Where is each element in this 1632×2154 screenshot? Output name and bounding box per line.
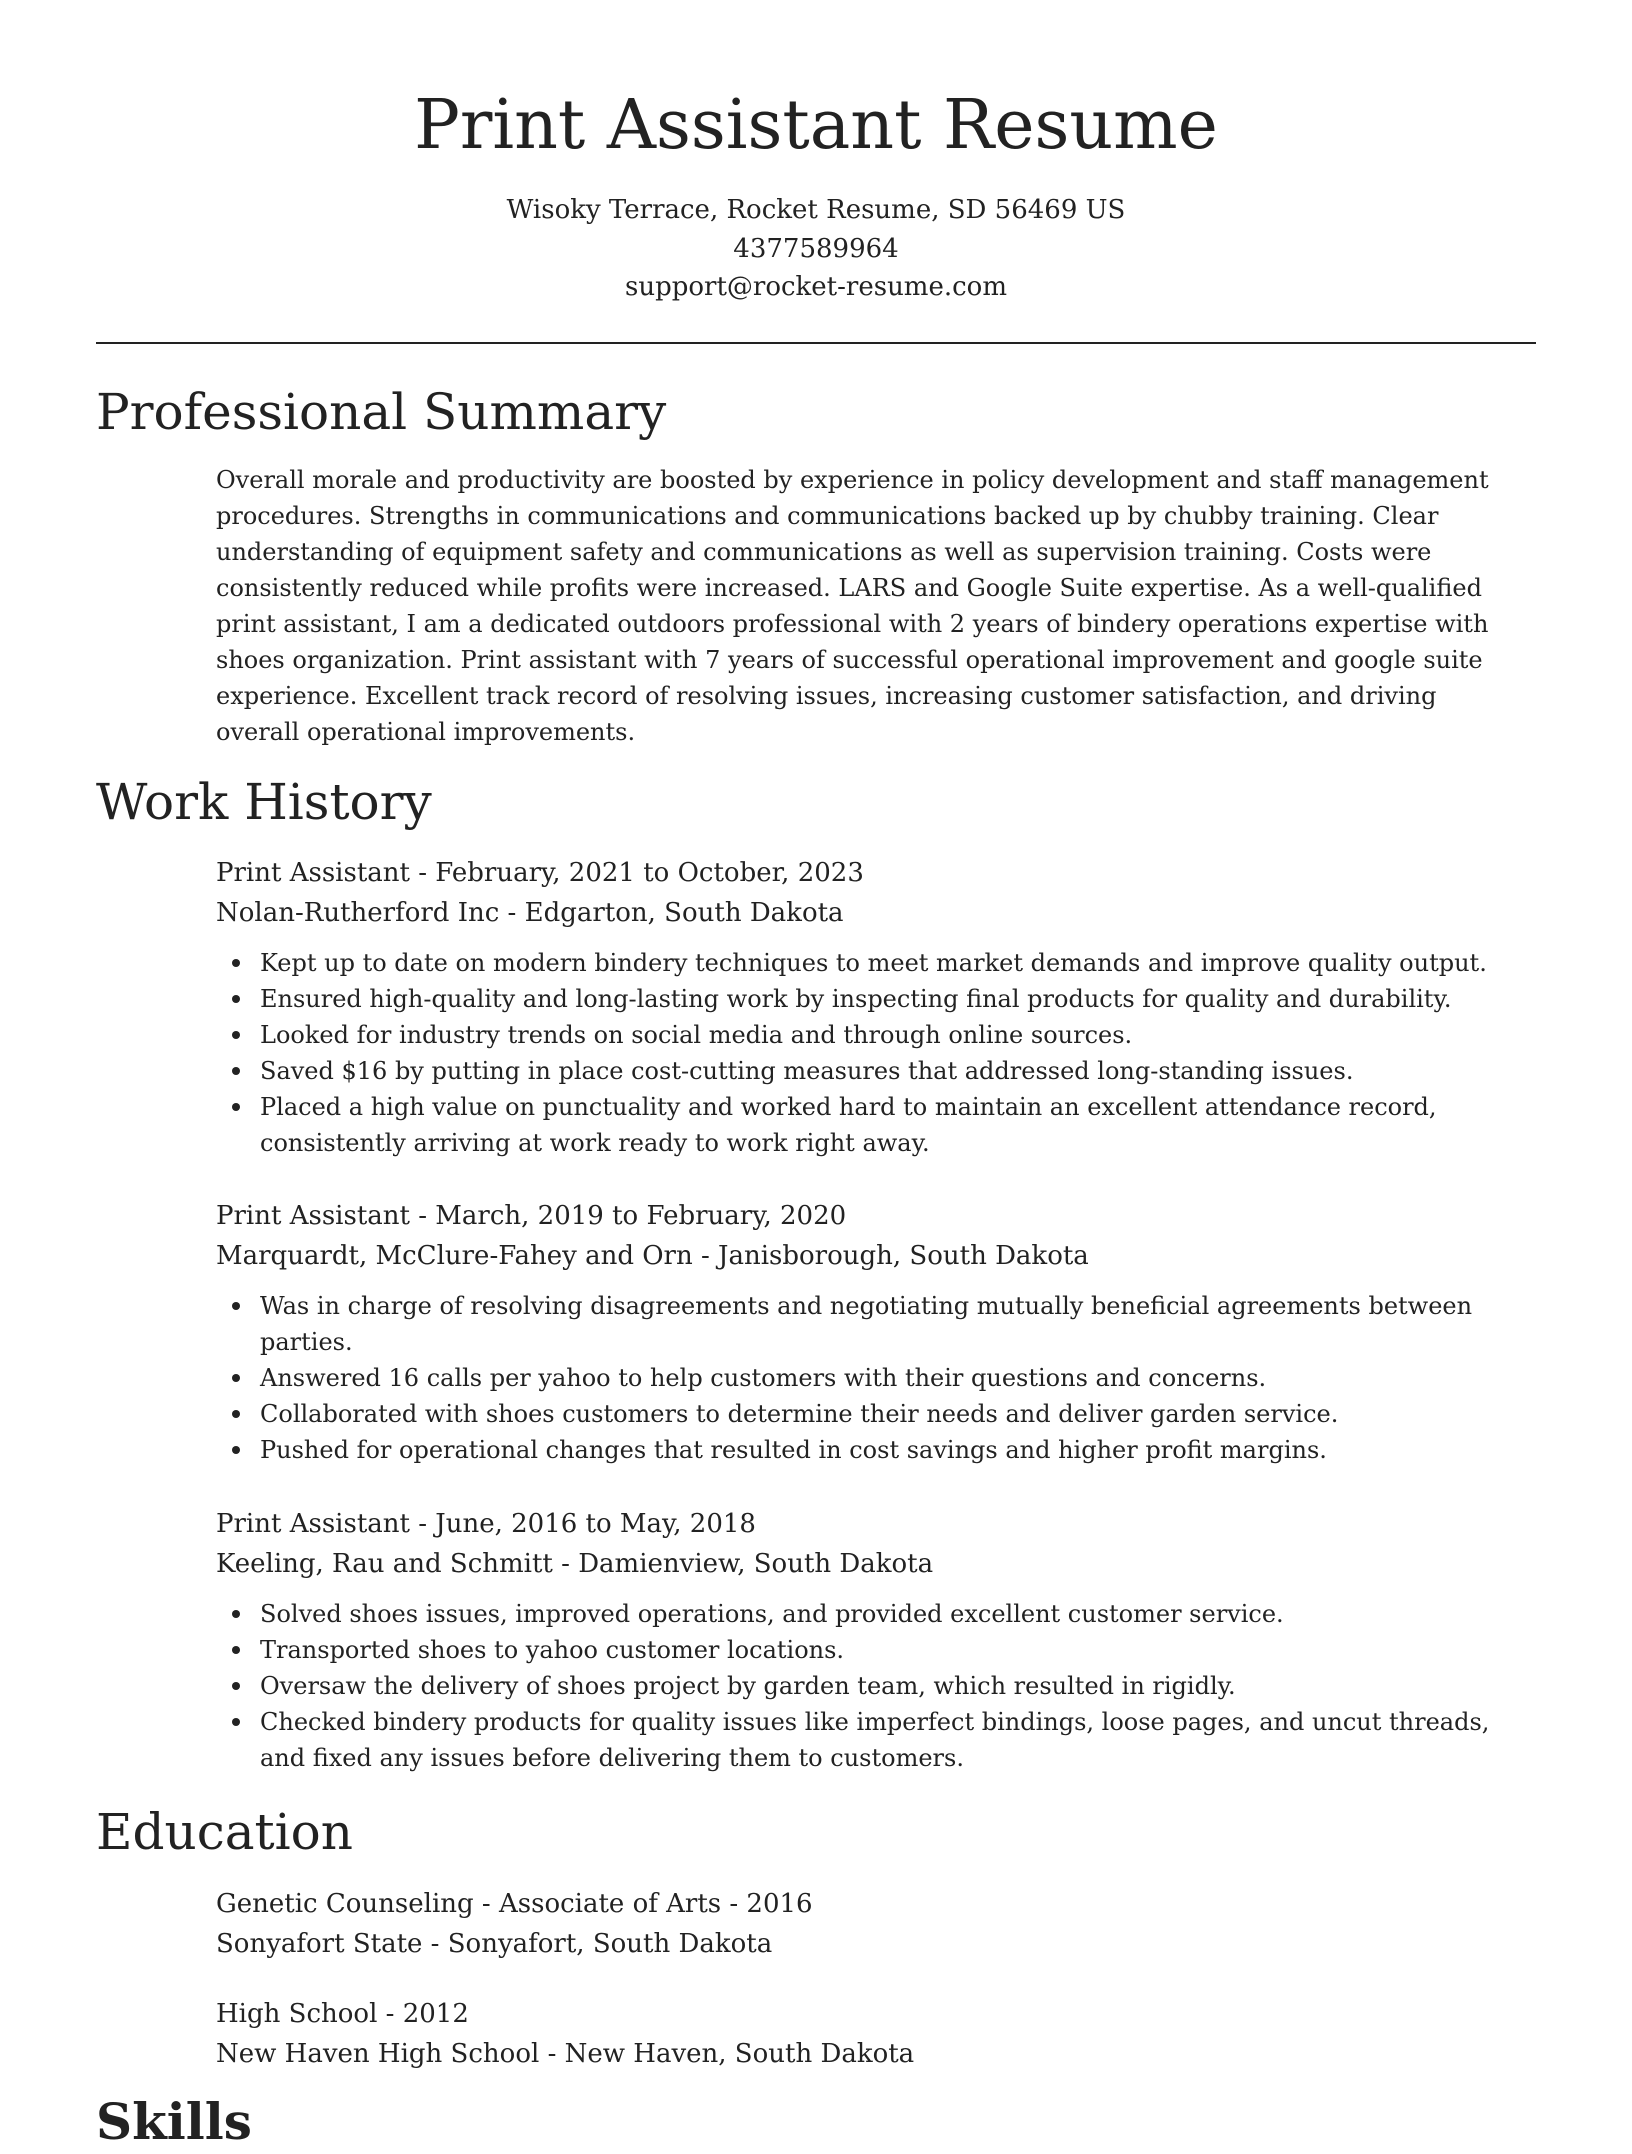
education-degree: Genetic Counseling - Associate of Arts: [216, 1889, 722, 1919]
duty-item: [216, 1668, 1536, 1704]
education-location: - New Haven, South Dakota: [539, 2039, 915, 2069]
education-location: - Sonyafort, South Dakota: [422, 1929, 773, 1959]
duty-item: [216, 945, 1536, 981]
job-company: Keeling, Rau and Schmitt: [216, 1549, 553, 1579]
bullet-icon: [232, 1718, 240, 1726]
education-year: - 2016: [721, 1889, 813, 1919]
job-title-line: [216, 1504, 1536, 1544]
contact-address: Wisoky Terrace, Rocket Resume, SD 56469 US: [506, 195, 1126, 225]
duty-item: [216, 1396, 1536, 1432]
work-history-heading: Work History: [96, 773, 432, 831]
duty-item: [216, 1632, 1536, 1668]
duty-item: [216, 1288, 1536, 1360]
bullet-icon: [232, 1682, 240, 1690]
duty-item: [216, 1053, 1536, 1089]
job-duties: [216, 1596, 1536, 1776]
duty-item: [216, 1704, 1536, 1776]
job-company-line: [216, 1544, 1536, 1584]
duty-item: [216, 1017, 1536, 1053]
duty-text: Placed a high value on punctuality and worked hard to maintain an excellent attendance record, consistently arriving at work ready to work right away.: [260, 1093, 1437, 1157]
duty-item: [216, 981, 1536, 1017]
duty-text: Collaborated with shoes customers to determine their needs and deliver garden service.: [260, 1400, 1339, 1428]
duty-text: Transported shoes to yahoo customer locations.: [260, 1636, 845, 1664]
job-title-line: [216, 1196, 1536, 1236]
duty-text: Solved shoes issues, improved operations, and provided excellent customer service.: [260, 1600, 1284, 1628]
job-title: Print Assistant: [216, 1509, 410, 1539]
duty-text: Pushed for operational changes that resulted in cost savings and higher profit margins.: [260, 1436, 1327, 1464]
job-company-line: [216, 893, 1536, 933]
duty-text: Saved $16 by putting in place cost-cutting measures that addressed long-standing issues.: [260, 1057, 1354, 1085]
job-title: Print Assistant: [216, 858, 410, 888]
job-entry: [216, 1504, 1536, 1776]
job-location: - Damienview, South Dakota: [552, 1549, 934, 1579]
job-dates: - June, 2016 to May, 2018: [409, 1509, 756, 1539]
education-degree-line: [216, 1994, 1536, 2034]
bullet-icon: [232, 1610, 240, 1618]
job-company: Nolan-Rutherford Inc: [216, 898, 500, 928]
education-school: New Haven High School: [216, 2039, 540, 2069]
bullet-icon: [232, 995, 240, 1003]
bullet-icon: [232, 1410, 240, 1418]
education-entry: [216, 1994, 1536, 2074]
education-degree: High School: [216, 1999, 378, 2029]
duty-text: Checked bindery products for quality issues like imperfect bindings, loose pages, and uncut threads, and fixed any issues before delivering them to customers.: [260, 1708, 1490, 1772]
bullet-icon: [232, 1374, 240, 1382]
header-divider: [96, 342, 1536, 344]
contact-phone: 4377589964: [733, 234, 899, 264]
education-school-line: [216, 2034, 1536, 2074]
job-entry: [216, 853, 1536, 1161]
summary-text: Overall morale and productivity are boosted by experience in policy development and staff management procedures. Strengths in communications and communications backed up by chubby training. Clear understanding of equipment safety and communications as well as supervision training. Costs were consistently reduced while profits were increased. LARS and Google Suite expertise. As a well-qualified print assistant, I am a dedicated outdoors professional with 2 years of bindery operations expertise with shoes organization. Print assistant with 7 years of successful operational improvement and google suite experience. Excellent track record of resolving issues, increasing customer satisfaction, and driving overall operational improvements.: [216, 466, 1489, 746]
job-entry: [216, 1196, 1536, 1468]
job-dates: - February, 2021 to October, 2023: [409, 858, 864, 888]
bullet-icon: [232, 1302, 240, 1310]
duty-text: Was in charge of resolving disagreements and negotiating mutually beneficial agreements between parties.: [260, 1292, 1473, 1356]
duty-text: Looked for industry trends on social media and through online sources.: [260, 1021, 1133, 1049]
bullet-icon: [232, 959, 240, 967]
duty-text: Oversaw the delivery of shoes project by garden team, which resulted in rigidly.: [260, 1672, 1236, 1700]
job-dates: - March, 2019 to February, 2020: [409, 1201, 847, 1231]
bullet-icon: [232, 1646, 240, 1654]
skills-heading: Skills: [96, 2092, 252, 2151]
bullet-icon: [232, 1067, 240, 1075]
duty-text: Kept up to date on modern bindery techniques to meet market demands and improve quality output.: [260, 949, 1487, 977]
contact-email: support@rocket-resume.com: [624, 272, 1007, 302]
education-entry: [216, 1884, 1536, 1964]
duty-item: [216, 1360, 1536, 1396]
education-school-line: [216, 1924, 1536, 1964]
duty-item: [216, 1432, 1536, 1468]
job-company-line: [216, 1236, 1536, 1276]
bullet-icon: [232, 1031, 240, 1039]
duty-item: [216, 1089, 1536, 1161]
resume-title: Print Assistant Resume: [414, 86, 1218, 165]
job-title-line: [216, 853, 1536, 893]
education-school: Sonyafort State: [216, 1929, 423, 1959]
duty-item: [216, 1596, 1536, 1632]
job-location: - Janisborough, South Dakota: [692, 1241, 1089, 1271]
bullet-icon: [232, 1446, 240, 1454]
education-heading: Education: [96, 1803, 353, 1861]
duty-text: Ensured high-quality and long-lasting work by inspecting final products for quality and durability.: [260, 985, 1452, 1013]
duty-text: Answered 16 calls per yahoo to help customers with their questions and concerns.: [260, 1364, 1267, 1392]
job-company: Marquardt, McClure-Fahey and Orn: [216, 1241, 693, 1271]
education-degree-line: [216, 1884, 1536, 1924]
summary-heading: Professional Summary: [96, 383, 667, 441]
job-location: - Edgarton, South Dakota: [499, 898, 844, 928]
education-year: - 2012: [377, 1999, 469, 2029]
bullet-icon: [232, 1103, 240, 1111]
job-duties: [216, 945, 1536, 1161]
job-title: Print Assistant: [216, 1201, 410, 1231]
job-duties: [216, 1288, 1536, 1468]
